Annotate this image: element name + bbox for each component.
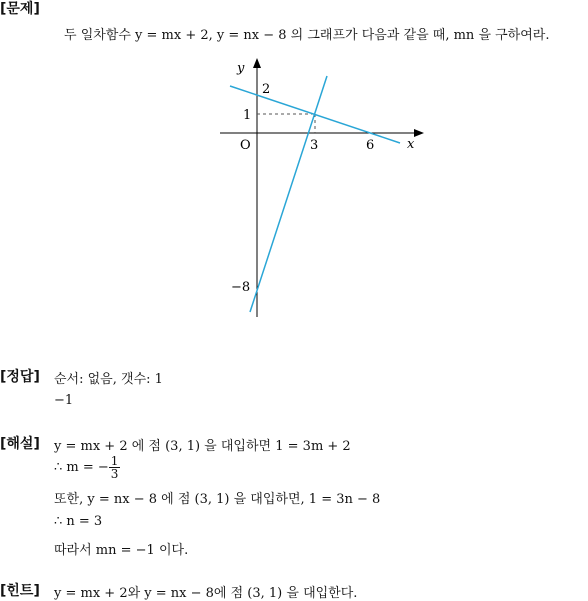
- tick-x-6: 6: [366, 138, 375, 153]
- solution-line-2: [54, 455, 120, 480]
- answer-label: [정답]: [0, 369, 40, 385]
- solution-line-4: ∴ n = 3: [54, 514, 103, 529]
- origin-label: O: [240, 138, 251, 153]
- y-axis-arrow: [253, 58, 261, 68]
- problem-text: 두 일차함수 y = mx + 2, y = nx − 8 의 그래프가 다음과 같을 때, mn 을 구하여라.: [64, 28, 550, 43]
- hint-text: y = mx + 2와 y = nx − 8에 점 (3, 1) 을 대입한다.: [54, 586, 358, 601]
- y-axis-label: y: [237, 61, 245, 76]
- fraction-numerator: 1: [110, 454, 119, 468]
- line-nx-minus-8: [250, 76, 327, 312]
- fraction-denominator: 3: [110, 467, 119, 481]
- hint-label: [힌트]: [0, 583, 40, 599]
- x-axis-label: x: [407, 137, 415, 152]
- fraction-one-third: [109, 455, 121, 480]
- tick-x-3: 3: [310, 138, 319, 153]
- solution-line-3: 또한, y = nx − 8 에 점 (3, 1) 을 대입하면, 1 = 3n − 8: [54, 492, 381, 507]
- solution-line-2-prefix: ∴ m = −: [54, 460, 109, 475]
- solution-label: [해설]: [0, 436, 40, 452]
- tick-y-1: 1: [243, 108, 252, 123]
- tick-y-2: 2: [262, 82, 271, 97]
- solution-line-5: 따라서 mn = −1 이다.: [54, 543, 189, 558]
- solution-line-1: y = mx + 2 에 점 (3, 1) 을 대입하면 1 = 3m + 2: [54, 439, 351, 454]
- problem-label: [문제]: [0, 1, 40, 17]
- x-axis-arrow: [414, 129, 424, 137]
- answer-value: −1: [54, 393, 74, 408]
- tick-y-neg8: −8: [231, 280, 251, 295]
- answer-meta: 순서: 없음, 갯수: 1: [54, 372, 163, 387]
